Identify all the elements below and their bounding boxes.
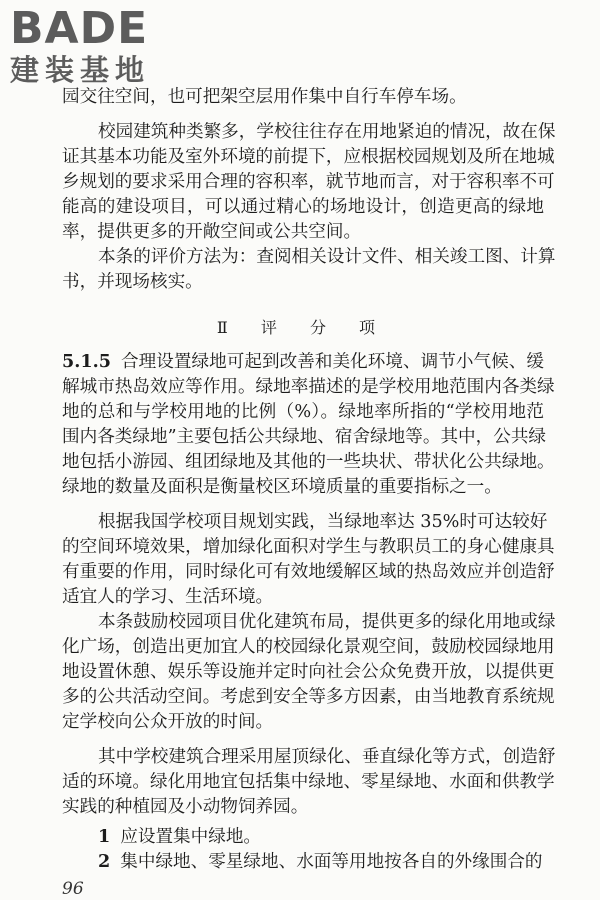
text-line: 有重要的作用，同时绿化可有效地缓解区域的热岛效应并创造舒 — [62, 562, 555, 582]
text-line: 的空间环境效果，增加绿化面积对学生与教职员工的身心健康具 — [62, 537, 555, 557]
logo-brand: BADE — [10, 3, 149, 54]
text-line: 园交往空间，也可把架空层用作集中自行车停车场。 — [62, 87, 467, 107]
text-line: 乡规划的要求采用合理的容积率，就节地而言，对于容积率不可 — [62, 172, 555, 192]
logo — [10, 3, 151, 87]
list-item: 2 集中绿地、零星绿地、水面等用地按各自的外缘围合的 — [98, 851, 543, 872]
text-line: 绿地的数量及面积是衡量校区环境质量的重要指标之一。 — [62, 477, 502, 497]
text-line: 定学校向公众开放的时间。 — [62, 712, 274, 732]
section-heading: Ⅱ 评 分 项 — [216, 318, 390, 337]
text-line: 化广场，创造出更加宜人的校园绿化景观空间，鼓励校园绿地用 — [62, 637, 555, 657]
item-number: 1 — [98, 826, 111, 847]
text-line: 地设置休憩、娱乐等设施并定时向社会公众免费开放，以提供更 — [62, 662, 555, 682]
text-line: 书，并现场核实。 — [62, 272, 203, 292]
text-line: 证其基本功能及室外环境的前提下，应根据校园规划及所在地城 — [62, 147, 555, 167]
text-line: 解城市热岛效应等作用。绿地率描述的是学校用地范围内各类绿 — [62, 377, 555, 397]
page-number: 96 — [62, 879, 84, 899]
section-number: 5.1.5 — [62, 351, 111, 372]
text-line: 校园建筑种类繁多，学校往往存在用地紧迫的情况，故在保 — [98, 122, 556, 142]
text-line: 适宜人的学习、生活环境。 — [62, 587, 274, 607]
logo-subtitle: 建装基地 — [10, 53, 151, 87]
text-line: 率，提供更多的开敞空间或公共空间。 — [62, 222, 362, 242]
text-line: 本条鼓励校园项目优化建筑布局，提供更多的绿化用地或绿 — [98, 612, 556, 632]
text-line: 本条的评价方法为：查阅相关设计文件、相关竣工图、计算 — [98, 247, 556, 267]
item-number: 2 — [98, 851, 111, 872]
text-line: 地的总和与学校用地的比例（%）。绿地率所指的“学校用地范 — [62, 402, 544, 422]
text-line: 适的环境。绿化用地宜包括集中绿地、零星绿地、水面和供教学 — [62, 772, 555, 792]
text-line: 其中学校建筑合理采用屋顶绿化、垂直绿化等方式，创造舒 — [98, 747, 556, 767]
text-line: 地包括小游园、组团绿地及其他的一些块状、带状化公共绿地。 — [62, 452, 555, 472]
text-line: 围内各类绿地”主要包括公共绿地、宿舍绿地等。其中，公共绿 — [62, 427, 547, 447]
list-item: 1 应设置集中绿地。 — [98, 826, 262, 847]
text-line: 实践的种植园及小动物饲养园。 — [62, 797, 309, 817]
text-line: 多的公共活动空间。考虑到安全等多方因素，由当地教育系统规 — [62, 687, 555, 707]
text-line: 根据我国学校项目规划实践，当绿地率达 35%时可达较好 — [98, 512, 548, 532]
text-line: 能高的建设项目，可以通过精心的场地设计，创造更高的绿地 — [62, 197, 544, 217]
text-line: 5.1.5 合理设置绿地可起到改善和美化环境、调节小气候、缓 — [62, 351, 544, 372]
